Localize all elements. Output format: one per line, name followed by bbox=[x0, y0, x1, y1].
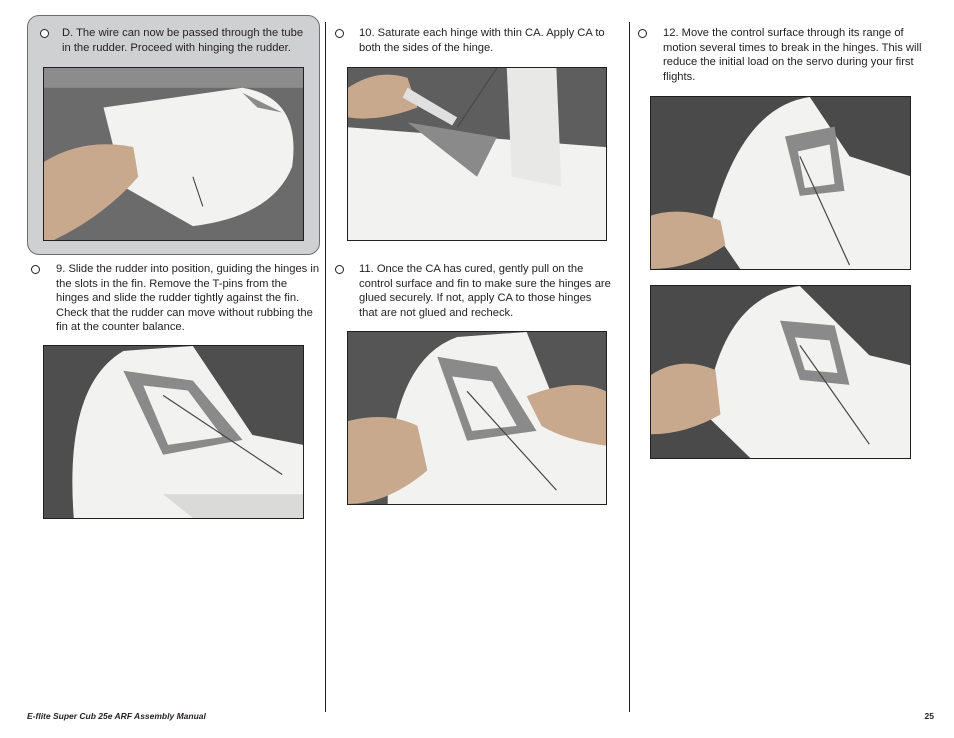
photo-rudder-position bbox=[43, 345, 304, 519]
step-text: D. The wire can now be passed through the tube in the rudder. Proceed with hinging the rudder. bbox=[62, 27, 304, 54]
step-text: 10. Saturate each hinge with thin CA. Apply CA to both the sides of the hinge. bbox=[359, 27, 605, 54]
column-divider-left bbox=[325, 22, 326, 712]
checkbox-circle-icon[interactable] bbox=[335, 29, 344, 38]
photo-rudder-wire bbox=[43, 67, 304, 241]
checkbox-circle-icon[interactable] bbox=[638, 29, 647, 38]
checkbox-circle-icon[interactable] bbox=[40, 29, 49, 38]
photo-pull-test bbox=[347, 331, 607, 505]
step-text: 9. Slide the rudder into position, guiding the hinges in the slots in the fin. Remove the T-pins from the hinges and slide the rudder tightly against the fin. Check that the rudder can move without rubbing the fin at the counter balance. bbox=[56, 263, 320, 334]
footer-manual-title: E-flite Super Cub 25e ARF Assembly Manual bbox=[27, 711, 206, 721]
step-text: 11. Once the CA has cured, gently pull on the control surface and fin to make sure the hinges are glued securely. If not, apply CA to those hinges that are not glued and recheck. bbox=[359, 263, 611, 319]
page-number: 25 bbox=[924, 711, 934, 721]
checkbox-circle-icon[interactable] bbox=[31, 265, 40, 274]
photo-apply-ca bbox=[347, 67, 607, 241]
step-10 bbox=[335, 26, 613, 55]
checkbox-circle-icon[interactable] bbox=[335, 265, 344, 274]
step-9 bbox=[31, 262, 321, 335]
step-text: 12. Move the control surface through its range of motion several times to break in the hinges. This will reduce the initial load on the servo during your first flights. bbox=[663, 27, 922, 83]
step-d bbox=[40, 26, 312, 55]
photo-break-in-left bbox=[650, 96, 911, 270]
step-11 bbox=[335, 262, 613, 320]
column-divider-right bbox=[629, 22, 630, 712]
step-12 bbox=[638, 26, 928, 84]
photo-break-in-right bbox=[650, 285, 911, 459]
